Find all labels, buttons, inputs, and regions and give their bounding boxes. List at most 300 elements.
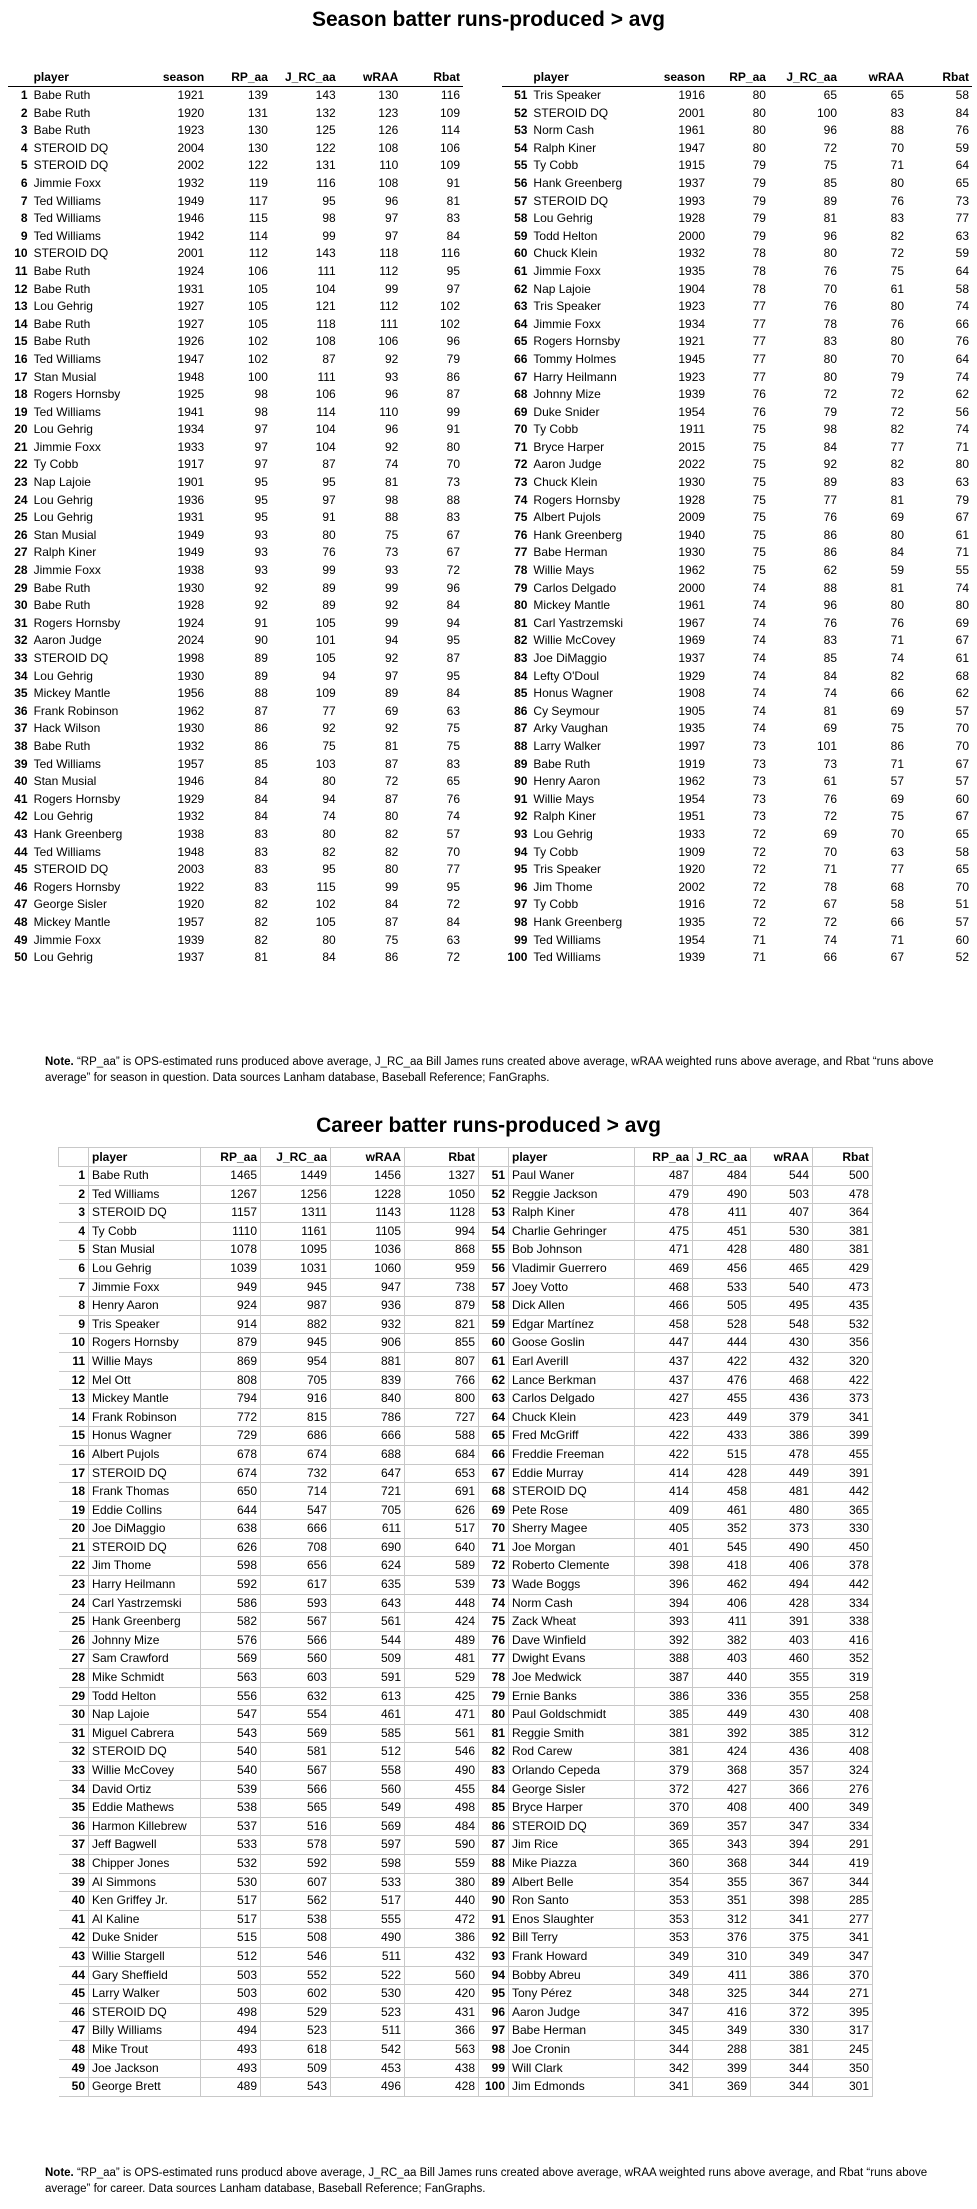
- value-cell: 348: [635, 1985, 693, 2004]
- rank-cell: 68: [479, 1483, 509, 1502]
- value-cell: 399: [693, 2059, 751, 2078]
- value-cell: 71: [890, 158, 904, 173]
- table-row: [59, 1297, 479, 1316]
- value-cell: 400: [751, 1799, 813, 1818]
- value-cell: 132: [315, 105, 336, 120]
- value-cell: 879: [201, 1334, 261, 1353]
- table-row: [479, 1315, 873, 1334]
- rank-cell: 71: [479, 1538, 509, 1557]
- value-cell: 1456: [331, 1167, 405, 1186]
- player-cell: Roberto Clemente: [509, 1557, 635, 1576]
- value-cell: 1465: [201, 1167, 261, 1186]
- value-cell: 70: [955, 879, 969, 894]
- table-row: [502, 685, 972, 703]
- value-cell: 98: [322, 211, 336, 226]
- season-table-right: [502, 68, 972, 967]
- table-row: [8, 193, 463, 211]
- player-cell: Aaron Judge: [509, 2003, 635, 2022]
- value-cell: 131: [247, 105, 268, 120]
- rank-cell: 78: [514, 563, 528, 578]
- value-cell: 80: [890, 299, 904, 314]
- value-cell: 381: [635, 1743, 693, 1762]
- value-cell: 88: [446, 492, 460, 507]
- value-cell: 94: [446, 615, 460, 630]
- rank-cell: 61: [479, 1352, 509, 1371]
- player-cell: Hank Greenberg: [533, 175, 623, 190]
- player-cell: Tony Pérez: [509, 1985, 635, 2004]
- value-cell: 352: [693, 1520, 751, 1539]
- value-cell: 75: [752, 439, 766, 454]
- value-cell: 653: [405, 1464, 479, 1483]
- player-cell: Willie Mays: [533, 791, 595, 806]
- player-cell: Babe Ruth: [33, 598, 91, 613]
- value-cell: 656: [261, 1557, 331, 1576]
- value-cell: 1932: [177, 738, 205, 753]
- value-cell: 430: [751, 1334, 813, 1353]
- value-cell: 118: [379, 246, 399, 261]
- value-cell: 72: [384, 774, 399, 789]
- value-cell: 1930: [177, 580, 205, 595]
- value-cell: 394: [751, 1836, 813, 1855]
- rank-cell: 65: [479, 1427, 509, 1446]
- value-cell: 93: [254, 545, 268, 560]
- player-cell: Chipper Jones: [89, 1854, 201, 1873]
- value-cell: 61: [823, 774, 838, 789]
- column-header-rbat: Rbat: [907, 68, 972, 87]
- value-cell: 559: [405, 1854, 479, 1873]
- rank-cell: 11: [14, 263, 28, 278]
- table-row: [8, 404, 463, 422]
- value-cell: 490: [331, 1929, 405, 1948]
- rank-cell: 3: [20, 123, 28, 138]
- value-cell: 72: [752, 826, 766, 841]
- value-cell: 70: [823, 281, 838, 296]
- value-cell: 392: [635, 1631, 693, 1650]
- value-cell: 119: [248, 175, 268, 190]
- value-cell: 369: [693, 2078, 751, 2097]
- rank-cell: 95: [514, 862, 528, 877]
- value-cell: 79: [446, 351, 460, 366]
- value-cell: 338: [813, 1613, 873, 1632]
- rank-cell: 15: [14, 334, 28, 349]
- value-cell: 79: [752, 228, 766, 243]
- value-cell: 99: [384, 281, 399, 296]
- rank-cell: 88: [514, 738, 528, 753]
- value-cell: 1947: [678, 140, 706, 155]
- table-row: [502, 87, 972, 105]
- rank-cell: 90: [479, 1892, 509, 1911]
- value-cell: 62: [823, 563, 838, 578]
- rank-cell: 80: [479, 1706, 509, 1725]
- player-cell: Joe Medwick: [509, 1669, 635, 1688]
- value-cell: 74: [752, 598, 766, 613]
- player-cell: STEROID DQ: [33, 651, 109, 665]
- value-cell: 543: [261, 2078, 331, 2097]
- value-cell: 81: [254, 950, 268, 965]
- player-cell: STEROID DQ: [89, 1464, 201, 1483]
- value-cell: 401: [635, 1538, 693, 1557]
- value-cell: 76: [752, 404, 766, 419]
- rank-cell: 99: [514, 932, 528, 947]
- rank-cell: 91: [514, 791, 528, 806]
- player-cell: Willie McCovey: [533, 633, 616, 648]
- player-cell: Jimmie Foxx: [89, 1278, 201, 1297]
- value-cell: 80: [890, 527, 904, 542]
- value-cell: 74: [446, 809, 460, 824]
- table-row: [502, 122, 972, 140]
- value-cell: 130: [378, 88, 399, 102]
- table-row: [8, 87, 463, 105]
- player-cell: Honus Wagner: [89, 1427, 201, 1446]
- value-cell: 365: [813, 1501, 873, 1520]
- value-cell: 98: [823, 422, 838, 437]
- value-cell: 67: [955, 633, 969, 648]
- rank-cell: 91: [479, 1910, 509, 1929]
- value-cell: 58: [955, 844, 969, 859]
- value-cell: 70: [823, 844, 838, 859]
- value-cell: 428: [693, 1241, 751, 1260]
- value-cell: 366: [405, 2022, 479, 2041]
- value-cell: 74: [322, 809, 336, 824]
- table-row: [59, 1985, 479, 2004]
- value-cell: 59: [955, 140, 969, 155]
- value-cell: 330: [813, 1520, 873, 1539]
- value-cell: 1927: [177, 299, 205, 314]
- value-cell: 516: [261, 1817, 331, 1836]
- value-cell: 1949: [177, 545, 205, 560]
- table-row: [59, 2022, 479, 2041]
- rank-cell: 76: [514, 527, 528, 542]
- value-cell: 110: [379, 158, 399, 173]
- value-cell: 80: [823, 246, 838, 261]
- value-cell: 100: [247, 369, 268, 384]
- value-cell: 476: [693, 1371, 751, 1390]
- value-cell: 109: [315, 686, 336, 701]
- value-cell: 424: [405, 1613, 479, 1632]
- table-row: [479, 1483, 873, 1502]
- rank-cell: 87: [479, 1836, 509, 1855]
- value-cell: 74: [955, 299, 969, 314]
- value-cell: 423: [635, 1408, 693, 1427]
- table-row: [502, 650, 972, 668]
- value-cell: 1161: [261, 1222, 331, 1241]
- value-cell: 489: [405, 1631, 479, 1650]
- value-cell: 611: [331, 1520, 405, 1539]
- rank-cell: 93: [479, 1947, 509, 1966]
- value-cell: 353: [635, 1929, 693, 1948]
- value-cell: 647: [331, 1464, 405, 1483]
- rank-cell: 77: [514, 545, 528, 560]
- value-cell: 455: [405, 1780, 479, 1799]
- value-cell: 80: [752, 105, 766, 120]
- value-cell: 430: [751, 1706, 813, 1725]
- value-cell: 75: [446, 738, 460, 753]
- value-cell: 422: [635, 1427, 693, 1446]
- value-cell: 99: [322, 563, 336, 578]
- value-cell: 1932: [678, 246, 706, 261]
- value-cell: 398: [635, 1557, 693, 1576]
- value-cell: 839: [331, 1371, 405, 1390]
- rank-cell: 27: [59, 1650, 89, 1669]
- player-cell: Eddie Mathews: [89, 1799, 201, 1818]
- value-cell: 547: [201, 1706, 261, 1725]
- career-left-header-row: [59, 1148, 479, 1167]
- value-cell: 1931: [177, 510, 205, 525]
- value-cell: 411: [693, 1204, 751, 1223]
- rank-cell: 9: [20, 228, 28, 243]
- rank-cell: 98: [479, 2040, 509, 2059]
- value-cell: 617: [261, 1576, 331, 1595]
- rank-cell: 45: [14, 862, 28, 877]
- value-cell: 567: [261, 1762, 331, 1781]
- table-row: [479, 1408, 873, 1427]
- player-cell: Paul Waner: [509, 1167, 635, 1186]
- value-cell: 84: [254, 809, 268, 824]
- value-cell: 2015: [678, 439, 706, 454]
- table-row: [479, 1929, 873, 1948]
- value-cell: 565: [261, 1799, 331, 1818]
- player-cell: Zack Wheat: [509, 1613, 635, 1632]
- table-row: [59, 1669, 479, 1688]
- value-cell: 80: [446, 439, 460, 454]
- table-row: [502, 597, 972, 615]
- value-cell: 79: [890, 369, 904, 384]
- value-cell: 354: [635, 1873, 693, 1892]
- player-cell: Carl Yastrzemski: [533, 615, 623, 630]
- value-cell: 353: [635, 1910, 693, 1929]
- value-cell: 69: [823, 721, 838, 736]
- column-header-player: player: [89, 1148, 201, 1167]
- rank-cell: 29: [59, 1687, 89, 1706]
- table-row: [502, 562, 972, 580]
- column-header-rp-aa: RP_aa: [708, 68, 769, 87]
- table-row: [502, 808, 972, 826]
- table-row: [8, 738, 463, 756]
- value-cell: 75: [752, 422, 766, 437]
- player-cell: Albert Pujols: [89, 1445, 201, 1464]
- value-cell: 425: [405, 1687, 479, 1706]
- value-cell: 111: [380, 316, 399, 331]
- value-cell: 462: [693, 1576, 751, 1595]
- value-cell: 379: [635, 1762, 693, 1781]
- value-cell: 460: [751, 1650, 813, 1669]
- rank-cell: 50: [14, 950, 28, 965]
- value-cell: 1901: [177, 475, 205, 490]
- value-cell: 1928: [177, 598, 205, 613]
- column-header-j-rc-aa: J_RC_aa: [261, 1148, 331, 1167]
- value-cell: 99: [322, 228, 336, 243]
- value-cell: 288: [693, 2040, 751, 2059]
- player-cell: George Sisler: [33, 897, 107, 912]
- value-cell: 341: [813, 1408, 873, 1427]
- value-cell: 75: [890, 721, 904, 736]
- value-cell: 1922: [177, 879, 205, 894]
- value-cell: 540: [201, 1762, 261, 1781]
- player-cell: Stan Musial: [33, 774, 97, 789]
- value-cell: 65: [446, 774, 460, 789]
- value-cell: 87: [446, 387, 460, 402]
- player-cell: Joey Votto: [509, 1278, 635, 1297]
- player-cell: Al Kaline: [89, 1910, 201, 1929]
- table-row: [479, 1687, 873, 1706]
- value-cell: 393: [635, 1613, 693, 1632]
- player-cell: Rogers Hornsby: [33, 791, 121, 806]
- value-cell: 576: [201, 1631, 261, 1650]
- value-cell: 80: [322, 826, 336, 841]
- value-cell: 503: [201, 1966, 261, 1985]
- rank-cell: 38: [14, 738, 28, 753]
- player-cell: Hack Wilson: [33, 721, 101, 736]
- value-cell: 61: [890, 281, 904, 296]
- table-row: [502, 404, 972, 422]
- value-cell: 74: [752, 651, 766, 665]
- value-cell: 91: [254, 615, 268, 630]
- player-cell: Hank Greenberg: [533, 527, 623, 542]
- player-cell: Duke Snider: [533, 404, 600, 419]
- rank-cell: 39: [59, 1873, 89, 1892]
- value-cell: 86: [446, 369, 460, 384]
- value-cell: 66: [823, 950, 838, 965]
- player-cell: Jimmie Foxx: [533, 316, 601, 331]
- table-row: [8, 157, 463, 175]
- value-cell: 540: [201, 1743, 261, 1762]
- value-cell: 77: [752, 369, 766, 384]
- value-cell: 70: [446, 457, 460, 472]
- value-cell: 882: [261, 1315, 331, 1334]
- value-cell: 684: [405, 1445, 479, 1464]
- value-cell: 92: [384, 721, 399, 736]
- value-cell: 569: [331, 1817, 405, 1836]
- value-cell: 76: [752, 387, 766, 402]
- table-row: [8, 756, 463, 774]
- value-cell: 2002: [177, 158, 205, 173]
- player-cell: Jimmie Foxx: [33, 563, 101, 578]
- value-cell: 515: [693, 1445, 751, 1464]
- value-cell: 1927: [177, 316, 205, 331]
- value-cell: 537: [201, 1817, 261, 1836]
- value-cell: 75: [752, 545, 766, 560]
- table-row: [8, 439, 463, 457]
- player-cell: Reggie Jackson: [509, 1185, 635, 1204]
- table-row: [479, 1371, 873, 1390]
- value-cell: 92: [384, 598, 399, 613]
- season-note: [45, 1054, 945, 1086]
- value-cell: 64: [955, 158, 969, 173]
- value-cell: 1998: [177, 651, 205, 665]
- value-cell: 678: [201, 1445, 261, 1464]
- value-cell: 84: [254, 791, 268, 806]
- value-cell: 76: [823, 299, 838, 314]
- table-row: [59, 1743, 479, 1762]
- value-cell: 92: [384, 351, 399, 366]
- value-cell: 67: [890, 950, 904, 965]
- table-row: [502, 791, 972, 809]
- value-cell: 86: [823, 527, 838, 542]
- value-cell: 80: [823, 351, 838, 366]
- value-cell: 1961: [678, 598, 706, 613]
- value-cell: 369: [635, 1817, 693, 1836]
- rank-cell: 52: [514, 105, 528, 120]
- table-row: [502, 140, 972, 158]
- table-row: [59, 1334, 479, 1353]
- value-cell: 310: [693, 1947, 751, 1966]
- rank-cell: 46: [14, 879, 28, 894]
- value-cell: 433: [693, 1427, 751, 1446]
- value-cell: 395: [813, 2003, 873, 2022]
- value-cell: 405: [635, 1520, 693, 1539]
- player-cell: Earl Averill: [509, 1352, 635, 1371]
- rank-cell: 60: [514, 246, 528, 261]
- value-cell: 375: [751, 1929, 813, 1948]
- value-cell: 530: [201, 1873, 261, 1892]
- value-cell: 105: [247, 316, 268, 331]
- value-cell: 81: [384, 475, 399, 490]
- value-cell: 643: [331, 1594, 405, 1613]
- value-cell: 75: [446, 721, 460, 736]
- rank-cell: 88: [479, 1854, 509, 1873]
- value-cell: 1921: [678, 334, 706, 349]
- value-cell: 95: [446, 263, 460, 278]
- rank-cell: 30: [59, 1706, 89, 1725]
- table-row: [479, 1762, 873, 1781]
- table-row: [502, 492, 972, 510]
- value-cell: 78: [823, 316, 838, 331]
- rank-cell: 32: [14, 633, 28, 648]
- table-row: [479, 2022, 873, 2041]
- value-cell: 766: [405, 1371, 479, 1390]
- player-cell: STEROID DQ: [33, 246, 109, 261]
- value-cell: 533: [201, 1836, 261, 1855]
- table-row: [59, 1501, 479, 1520]
- player-cell: Rogers Hornsby: [33, 615, 121, 630]
- career-note-label: Note.: [45, 2167, 74, 2179]
- rank-cell: 25: [14, 510, 28, 525]
- value-cell: 547: [261, 1501, 331, 1520]
- value-cell: 1961: [678, 123, 706, 138]
- rank-cell: 17: [59, 1464, 89, 1483]
- player-cell: STEROID DQ: [509, 1817, 635, 1836]
- table-row: [479, 1650, 873, 1669]
- table-row: [502, 351, 972, 369]
- career-right-header-row: [479, 1148, 873, 1167]
- rank-cell: 50: [59, 2078, 89, 2097]
- rank-header: [8, 68, 31, 87]
- value-cell: 916: [261, 1390, 331, 1409]
- player-cell: Willie Mays: [533, 563, 595, 578]
- value-cell: 1935: [678, 914, 706, 929]
- player-cell: Babe Ruth: [33, 123, 91, 138]
- value-cell: 468: [635, 1278, 693, 1297]
- value-cell: 411: [693, 1966, 751, 1985]
- value-cell: 714: [261, 1483, 331, 1502]
- value-cell: 104: [315, 439, 336, 454]
- value-cell: 80: [955, 457, 969, 472]
- player-cell: Carlos Delgado: [533, 580, 617, 595]
- rank-cell: 8: [20, 211, 28, 226]
- value-cell: 481: [751, 1483, 813, 1502]
- value-cell: 453: [331, 2059, 405, 2078]
- value-cell: 96: [446, 334, 460, 349]
- table-row: [479, 1873, 873, 1892]
- table-row: [479, 1259, 873, 1278]
- rank-cell: 64: [479, 1408, 509, 1427]
- value-cell: 97: [384, 211, 399, 226]
- value-cell: 80: [955, 598, 969, 613]
- table-row: [59, 1836, 479, 1855]
- rank-cell: 68: [514, 387, 528, 402]
- value-cell: 1997: [678, 738, 706, 753]
- player-cell: Joe Jackson: [89, 2059, 201, 2078]
